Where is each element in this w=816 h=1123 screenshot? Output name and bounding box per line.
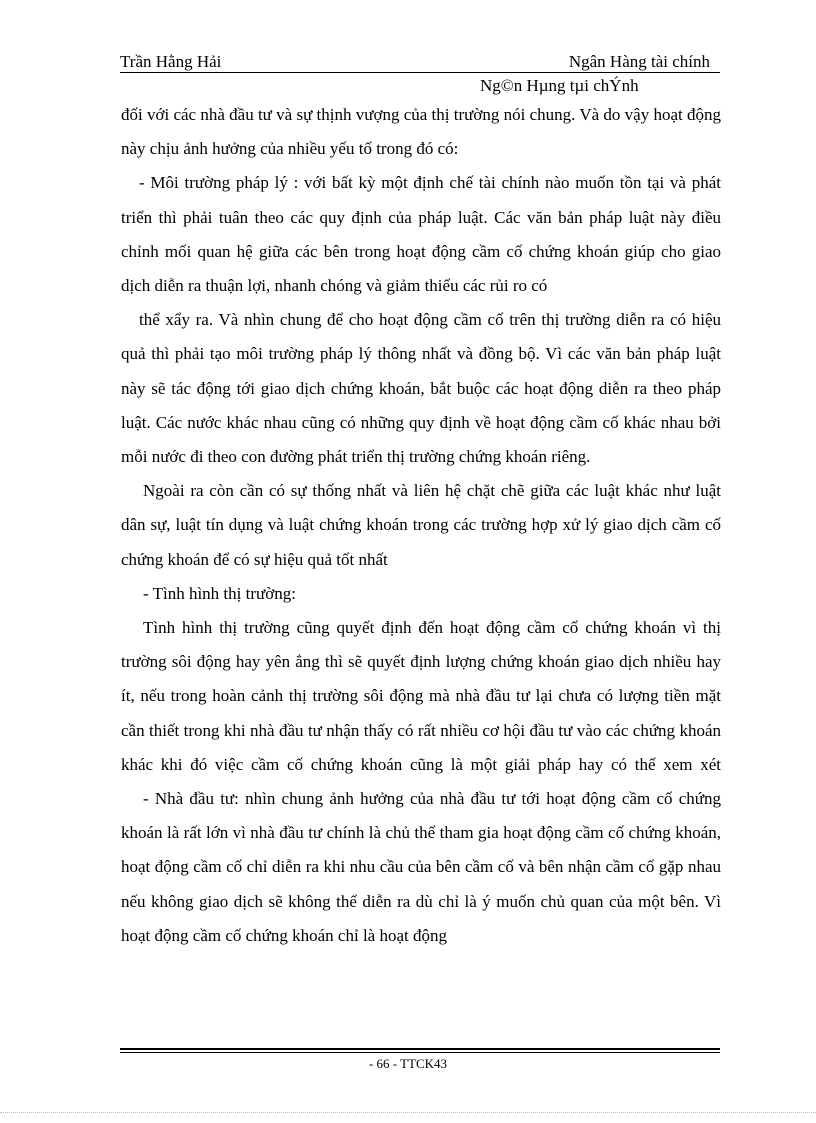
header-title: Ngân Hàng tài chính — [568, 52, 710, 71]
paragraph-market-heading: - Tình hình thị trường: — [143, 583, 296, 603]
header-subtitle: Ng©n Hµng tµi chÝnh — [480, 76, 639, 95]
page-header — [120, 52, 720, 78]
document-body — [121, 98, 721, 953]
header-author: Trần Hằng Hải — [120, 52, 222, 71]
footer-divider-thin — [120, 1052, 720, 1053]
paragraph-intro: đối với các nhà đầu tư và sự thịnh vượng của thị trường nói chung. Và do vậy hoạt động này chịu ảnh hưởng của nhiều yếu tố trong đó có: — [121, 105, 721, 159]
footer-divider-thick — [120, 1048, 720, 1050]
paragraph-legal-environment: - Môi trường pháp lý : với bất kỳ một định chế tài chính nào muốn tồn tại và phát triển thì phải tuân theo các quy định của pháp luật. Các văn bản pháp luật này điều chỉnh mối quan hệ giữa các bên trong hoạt động cầm cố chứng khoán giúp cho giao dịch diễn ra thuận lợi, nhanh chóng và giảm thiểu các rủi ro có — [121, 173, 721, 296]
header-divider — [120, 72, 720, 73]
page-boundary — [0, 1112, 816, 1113]
paragraph-legal-continued: thể xẩy ra. Và nhìn chung để cho hoạt động cầm cố trên thị trường diễn ra có hiệu quả thì phải tạo môi trường pháp lý thông nhất và đồng bộ. Vì các văn bản pháp luật này sẽ tác động tới giao dịch chứng khoán, bắt buộc các hoạt động diễn ra theo pháp luật. Các nước khác nhau cũng có những quy định về hoạt động cầm cố khác nhau bởi mỗi nước đi theo con đường phát triển thị trường chứng khoán riêng. — [121, 310, 721, 467]
page-number: - 66 - TTCK43 — [368, 1056, 448, 1071]
paragraph-law-coordination: Ngoài ra còn cần có sự thống nhất và liên hệ chặt chẽ giữa các luật khác như luật dân sự, luật tín dụng và luật chứng khoán trong các trường hợp xử lý giao dịch cầm cố chứng khoán để có sự hiệu quả tốt nhất — [121, 481, 721, 569]
paragraph-investor: - Nhà đầu tư: nhìn chung ảnh hưởng của nhà đầu tư tới hoạt động cầm cố chứng khoán là rất lớn vì nhà đầu tư chính là chủ thể tham gia hoạt động cầm cố chứng khoán, hoạt động cầm cố chỉ diễn ra khi nhu cầu của bên cầm cố và bên nhận cầm cố gặp nhau nếu không giao dịch sẽ không thể diễn ra dù chỉ là ý muốn chủ quan của một bên. Vì hoạt động cầm cố chứng khoán chỉ là hoạt động — [121, 789, 721, 945]
paragraph-market-situation: Tình hình thị trường cũng quyết định đến hoạt động cầm cố chứng khoán vì thị trường sôi động hay yên ắng thì sẽ quyết định lượng chứng khoán giao dịch nhiều hay ít, nếu trong hoàn cảnh thị trường sôi động mà nhà đầu tư lại chưa có lượng tiền mặt cần thiết trong khi nhà đầu tư nhận thấy có rất nhiều cơ hội đầu tư vào các chứng khoán khác khi đó việc cầm cố chứng khoán cũng là một giải pháp hay có thể xem xét — [121, 618, 721, 774]
